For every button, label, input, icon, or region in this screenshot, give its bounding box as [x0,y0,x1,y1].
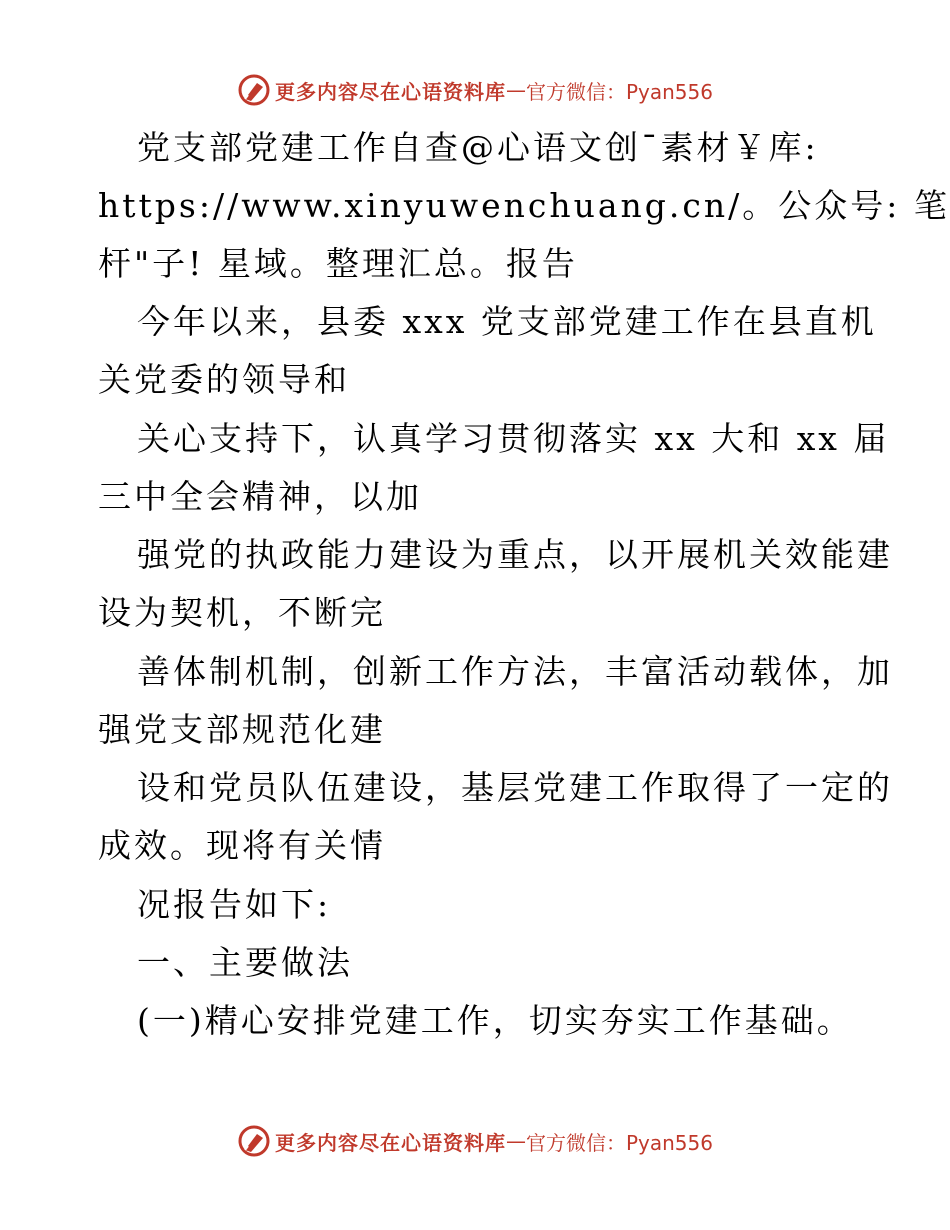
pen-nib-logo-icon [237,1124,271,1158]
text-line: 况报告如下: [137,885,332,924]
text-line: 成效。现将有关情 [98,826,386,865]
text-line: 关党委的领导和 [98,360,350,399]
banner-wechat: 官方微信：Pyan556 [525,79,713,104]
banner-wechat: 官方微信：Pyan556 [525,1130,713,1155]
banner-slogan: 更多内容尽在心语资料库 [274,79,506,104]
text-line: 设为契机，不断完 [98,593,386,632]
subsection-heading: (一)精心安排党建工作，切实夯实工作基础。 [137,1001,853,1040]
text-line: 强党的执政能力建设为重点，以开展机关效能建 [137,535,893,574]
text-line: 设和党员队伍建设，基层党建工作取得了一定的 [137,768,893,807]
text-line: 关心支持下，认真学习贯彻落实 xx 大和 xx 届 [137,419,890,458]
banner-separator: — [505,1129,526,1153]
text-line: 善体制机制，创新工作方法，丰富活动载体，加 [137,652,893,691]
banner-slogan: 更多内容尽在心语资料库 [274,1130,506,1155]
text-line: https://www.xinyuwenchuang.cn/。公众号: 笔 [98,186,950,225]
text-line: 党支部党建工作自查@心语文创¯素材￥库: [137,128,819,167]
text-line: 强党支部规范化建 [98,710,386,749]
footer-banner [0,1121,950,1161]
text-line: 今年以来，县委 xxx 党支部党建工作在县直机 [137,302,877,341]
text-line: 三中全会精神，以加 [98,477,422,516]
text-line: 杆"子! 星域。整理汇总。报告 [98,244,578,283]
banner-separator: — [505,78,526,102]
section-heading: 一、主要做法 [137,943,353,982]
